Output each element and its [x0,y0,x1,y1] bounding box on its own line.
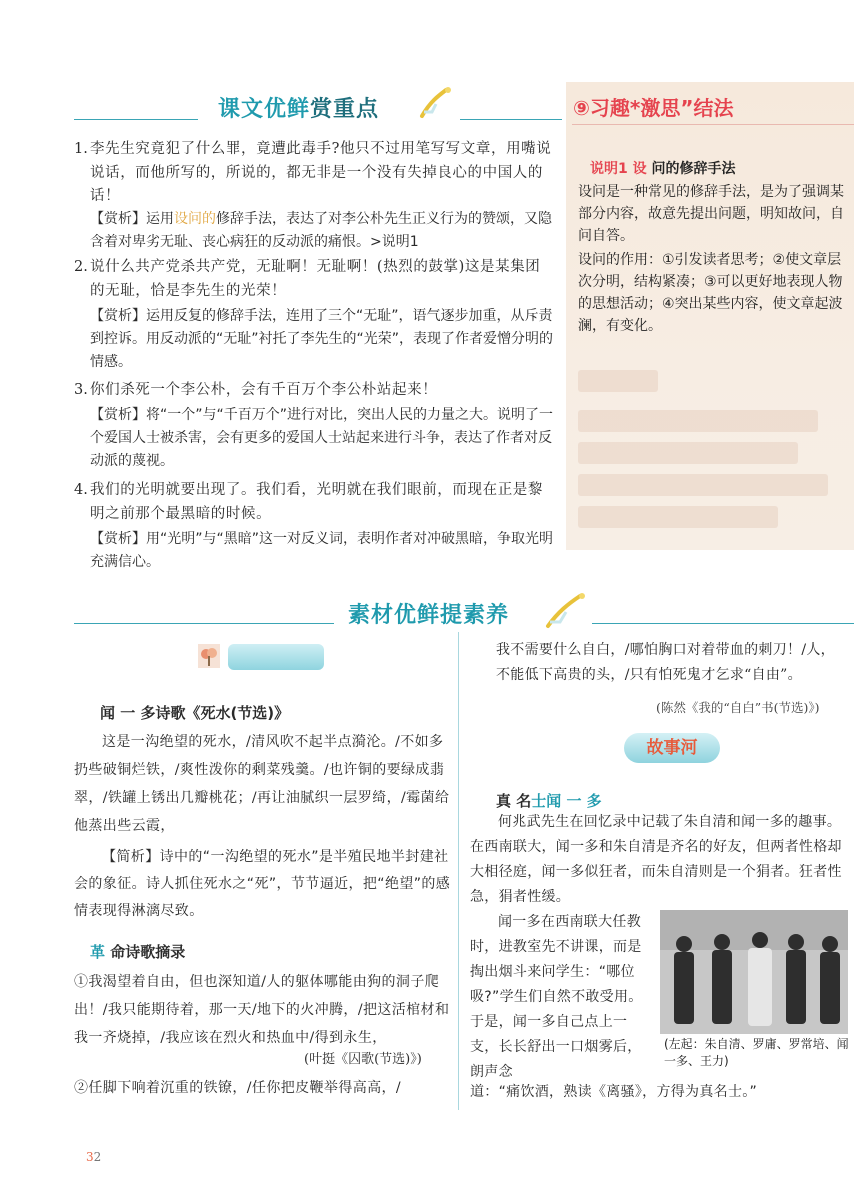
quote-item-3: 3. 你们杀死一个李公朴，会有千百万个李公朴站起来！ [74,382,438,398]
story-paragraph-2: 闻一多在西南联大任教时，进教室先不讲课，而是掏出烟斗来问学生：“哪位吸?”学生们自然不敢受用。于是，闻一多自己点上一支，长长舒出一口烟雾后，朗声念 [470,914,643,1080]
poem-comment: 【简析】诗中的“一沟绝望的死水”是半殖民地半封建社会的象征。诗人抓住死水之“死”，节节逼近，把“绝望”的感情表现得淋漓尽致。 [74,849,451,919]
header-rule-left [74,119,198,120]
sidebar-rule [572,124,854,125]
sidebar-subtitle: 说明1 设 问的修辞手法 [590,161,736,177]
column-divider [458,632,459,1110]
analysis-3: 【赏析】将“一个”与“千百万个”进行对比，突出人民的力量之大。说明了一个爱国人士被杀害，会有更多的爱国人士站起来进行斗争，表达了作者对反动派的蔑视。 [90,407,554,469]
faded-block [578,410,818,432]
analysis-4: 【赏析】用“光明”与“黑暗”这一对反义词，表明作者对冲破黑暗，争取光明充满信心。 [90,531,554,570]
page-number: 32 [86,1150,102,1164]
poem-confession-cont: 我不需要什么自白，/哪怕胸口对着带血的刺刀！/人，不能低下高贵的头，/只有怕死鬼才乞求“自由”。 [496,642,835,683]
faded-block [578,442,798,464]
tree-icon [198,644,220,668]
poem-prison-source: (叶挺《囚歌(节选)》) [304,1052,422,1067]
poem-confession-start: ②任脚下响着沉重的铁镣，/任你把皮鞭举得高高，/ [74,1080,402,1096]
story-badge: 故事河 [624,733,720,763]
section-title-materials: 素材优鲜提素养 [348,603,510,628]
poem-confession-source: (陈然《我的“自白”书(节选)》) [656,700,820,715]
photo-caption: (左起：朱自清、罗庸、罗常培、闻一多、王力) [664,1037,849,1068]
poem-heading-dead-water: 闻 一 多诗歌《死水(节选)》 [100,704,290,722]
header2-rule-right [592,623,854,624]
pen-icon-2 [540,590,592,632]
header-rule-right [460,119,562,120]
poem-heading-revolution: 革 命诗歌摘录 [90,943,186,961]
sidebar-title: ⑨习趣*激思”结法 [573,96,734,120]
poem-prison-song: ①我渴望着自由，但也深知道/人的躯体哪能由狗的洞子爬出！/我只能期待着，那一天/地下的火冲腾，/把这活棺材和我一齐烧掉，/我应该在烈火和热血中/得到永生， [74,974,450,1046]
faded-block [578,370,658,392]
story-paragraph-3: 道：“痛饮酒，熟读《离骚》，方得为真名士。” [470,1084,758,1100]
section-title-key-sentences: 课文优鲜赏重点 [218,97,380,122]
faded-block [578,474,828,496]
historical-photo [660,910,848,1034]
quote-item-1: 1. 李先生究竟犯了什么罪，竟遭此毒手?他只不过用笔写写文章，用嘴说说话，而他所写的，所说的，都无非是一个没有失掉良心的中国人的话！ [74,141,552,204]
pen-icon [412,82,460,122]
analysis-2: 【赏析】运用反复的修辞手法，连用了三个“无耻”，语气逐步加重，从斥责到控诉。用反动派的“无耻”衬托了李先生的“光荣”，表现了作者爱憎分明的情感。 [90,308,554,370]
story-paragraph-1: 何兆武先生在回忆录中记载了朱自清和闻一多的趣事。在西南联大，闻一多和朱自清是齐名的好友，但两者性格却大相径庭，闻一多似狂者，而朱自清则是一个狷者。狂者性急，狷者性缓。 [470,814,842,905]
faded-block [578,506,778,528]
story-heading: 真 名士闻 一 多 [496,792,602,810]
analysis-1: 【赏析】运用设问的修辞手法，表达了对李公朴先生正义行为的赞颂，又隐含着对卑劣无耻、丧心病狂的反动派的痛恨。>说明1 [90,211,552,250]
sidebar-paragraph-1: 设问是一种常见的修辞手法，是为了强调某部分内容，故意先提出问题，明知故问，自问自答。 [578,184,844,244]
header2-rule-left [74,623,334,624]
sidebar-paragraph-2: 设问的作用：①引发读者思考；②使文章层次分明，结构紧凑；③可以更好地表现人物的思想活动；④突出某些内容，使文章起波澜，有变化。 [578,252,843,334]
category-tab [228,644,324,670]
quote-item-2: 2. 说什么共产党杀共产党，无耻啊！无耻啊！(热烈的鼓掌)这是某集团的无耻，恰是李先生的光荣！ [74,259,541,299]
quote-item-4: 4. 我们的光明就要出现了。我们看，光明就在我们眼前，而现在正是黎明之前那个最黑暗的时候。 [74,482,543,522]
poem-dead-water: 这是一沟绝望的死水，/清风吹不起半点漪沦。/不如多扔些破铜烂铁，/爽性泼你的剩菜残羹。/也许铜的要绿成翡翠，/铁罐上锈出几瓣桃花；/再让油腻织一层罗绮，/霉菌给他蒸出些云霞， [74,734,450,834]
